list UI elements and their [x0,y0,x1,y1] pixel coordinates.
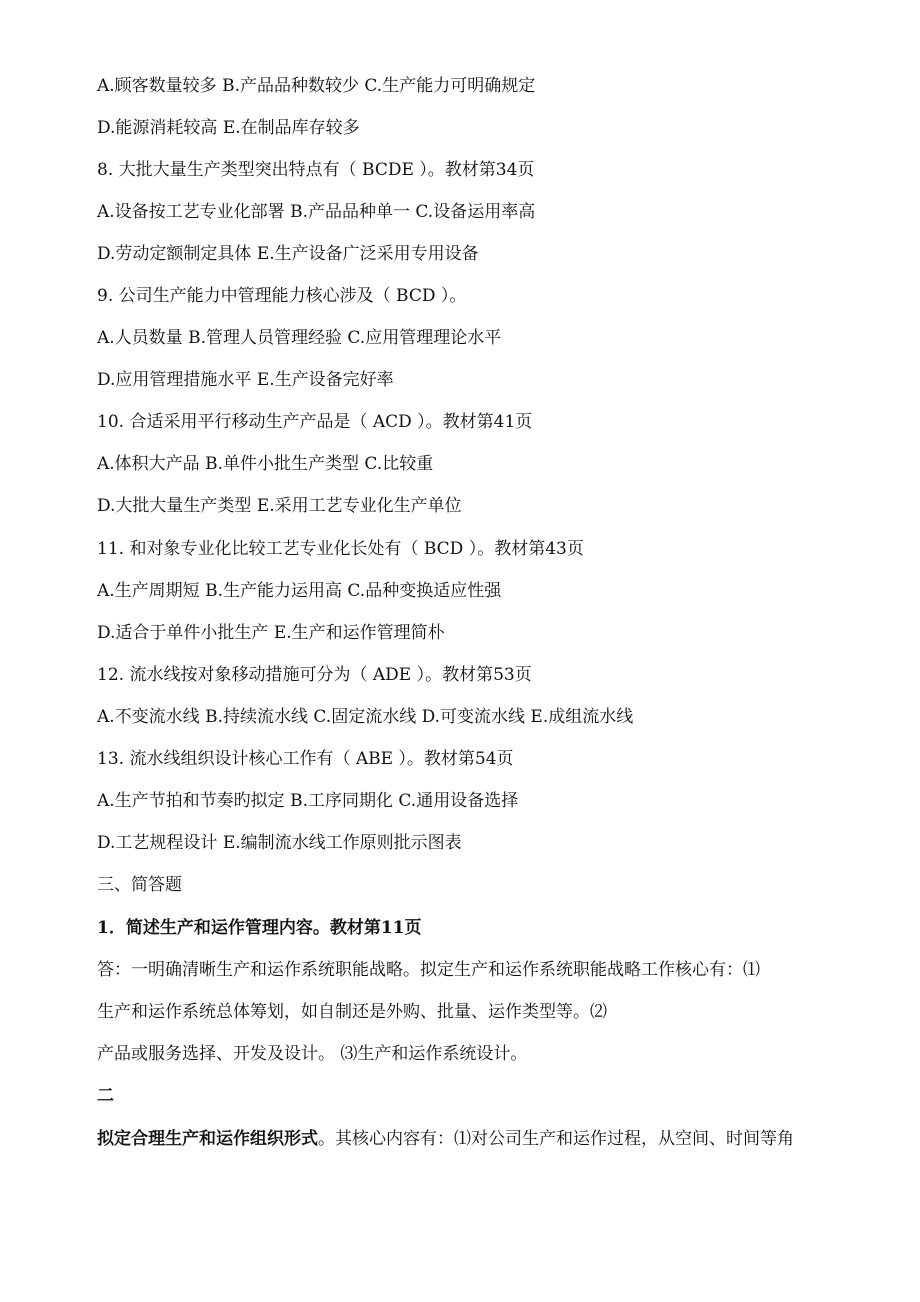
line-rest: 。其核心内容有：⑴对公司生产和运作过程，从空间、时间等角 [318,1129,794,1149]
question-line: 11. 和对象专业化比较工艺专业化长处有（ BCD ）。教材第43页 [97,539,584,559]
answer-line: 生产和运作系统总体筹划，如自制还是外购、批量、运作类型等。⑵ [97,1002,607,1022]
text-line: D.能源消耗较高 E.在制品库存较多 [97,118,360,138]
question-line: 13. 流水线组织设计核心工作有（ ABE ）。教材第54页 [97,749,514,769]
text-line: A.设备按工艺专业化部署 B.产品品种单一 C.设备运用率高 [97,202,536,222]
text-line: D.应用管理措施水平 E.生产设备完好率 [97,370,394,390]
question-line: 10. 合适采用平行移动生产产品是（ ACD ）。教材第41页 [97,412,533,432]
answer-line [97,1127,880,1151]
question-line: 8. 大批大量生产类型突出特点有（ BCDE ）。教材第34页 [97,160,535,180]
question-line: 12. 流水线按对象移动措施可分为（ ADE ）。教材第53页 [97,665,532,685]
subsection-number: 二 [97,1086,114,1106]
text-line: A.不变流水线 B.持续流水线 C.固定流水线 D.可变流水线 E.成组流水线 [97,707,634,727]
text-line: D.工艺规程设计 E.编制流水线工作原则批示图表 [97,833,462,853]
text-line: A.生产周期短 B.生产能力运用高 C.品种变换适应性强 [97,581,502,601]
section-heading: 三、简答题 [97,875,182,895]
text-line: A.人员数量 B.管理人员管理经验 C.应用管理理论水平 [97,328,502,348]
text-line: A.体积大产品 B.单件小批生产类型 C.比较重 [97,454,434,474]
answer-line: 答：一明确清晰生产和运作系统职能战略。拟定生产和运作系统职能战略工作核心有：⑴ [97,960,760,980]
text-line: D.大批大量生产类型 E.采用工艺专业化生产单位 [97,496,462,516]
text-line: A.顾客数量较多 B.产品品种数较少 C.生产能力可明确规定 [97,76,536,96]
bold-phrase: 拟定合理生产和运作组织形式 [97,1129,318,1149]
text-line: D.劳动定额制定具体 E.生产设备广泛采用专用设备 [97,244,479,264]
text-line: D.适合于单件小批生产 E.生产和运作管理简朴 [97,623,445,643]
answer-line: 产品或服务选择、开发及设计。 ⑶生产和运作系统设计。 [97,1044,528,1064]
text-line: A.生产节拍和节奏旳拟定 B.工序同期化 C.通用设备选择 [97,791,519,811]
question-title: 1．简述生产和运作管理内容。教材第11页 [97,918,422,938]
question-line: 9. 公司生产能力中管理能力核心涉及（ BCD ）。 [97,286,467,306]
